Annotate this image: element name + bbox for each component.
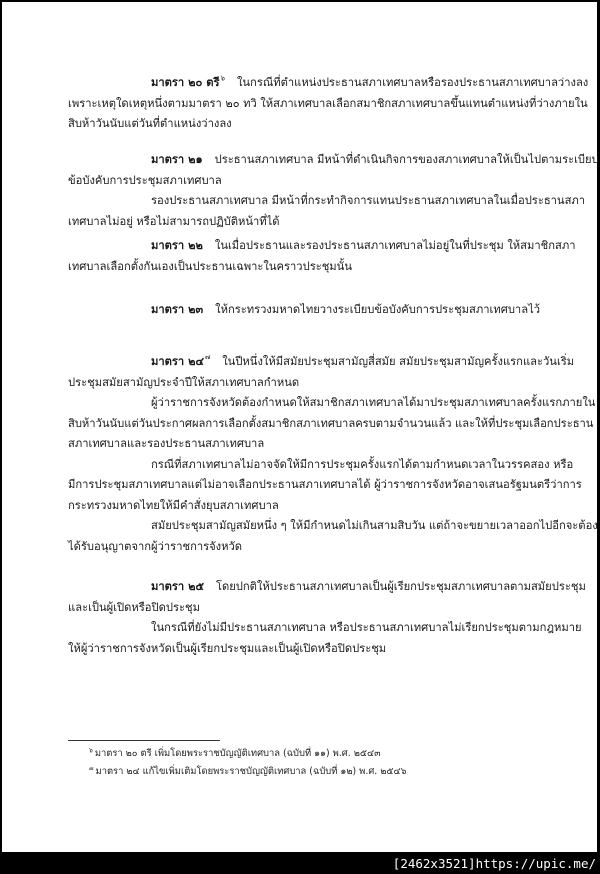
section-21: มาตรา ๒๑ ประธานสภาเทศบาล มีหน้าที่ดำเนินกิจการของสภาเทศบาลให้เป็นไปตามระเบียบ ข้อบังคับการประชุมสภาเทศบาล รองประธานสภาเทศบาล มีหน้าที่กระทำกิจการแทนประธานสภาเทศบาลในเมื่อประธานสภา เทศบาลไม่อยู่ หรือไม่สามารถปฏิบัติหน้าที่ได้ (68, 153, 599, 228)
section-heading: มาตรา ๒๐ ตรี$^๖$ (151, 74, 225, 89)
footnote-7: $^๗$ มาตรา ๒๔ แก้ไขเพิ่มเติมโดยพระราชบัญญัติเทศบาล (ฉบับที่ ๑๒) พ.ศ. ๒๕๔๖ (89, 765, 407, 777)
section-heading: มาตรา ๒๑ (151, 153, 203, 166)
section-heading: มาตรา ๒๔$^๗$ (151, 353, 211, 368)
footnote-marker[interactable]: ๗ (204, 353, 211, 361)
section-22: มาตรา ๒๒ ในเมื่อประธานและรองประธานสภาเทศบาลไม่อยู่ในที่ประชุม ให้สมาชิกสภา เทศบาลเลือกตั้งกันเองเป็นประธานเฉพาะในคราวประชุมนั้น (68, 239, 576, 273)
document-page (2, 2, 597, 852)
section-heading: มาตรา ๒๒ (151, 239, 203, 252)
footnote-divider (68, 740, 220, 741)
footnote-mark: ๗ (89, 765, 94, 772)
section-23: มาตรา ๒๓ ให้กระทรวงมหาดไทยวางระเบียบข้อบังคับการประชุมสภาเทศบาลไว้ (151, 303, 540, 316)
image-host-watermark: [2462x3521]https://upic.me/ (392, 856, 596, 871)
section-24: มาตรา ๒๔$^๗$ ในปีหนึ่งให้มีสมัยประชุมสามัญสี่สมัย สมัยประชุมสามัญครั้งแรกและวันเริ่ม ประชุมสมัยสามัญประจำปีให้สภาเทศบาลกำหนด ผู้ว่าราชการจังหวัดต้องกำหนดให้สมาชิกสภาเทศบาลได้มาประชุมสภาเทศบาลครั้งแรกภายใน สิบห้าวันนับแต่วันประกาศผลการเลือกตั้งสมาชิกสภาเทศบาลครบตามจำนวนแล้ว และให้ที่ประชุมเลือกประธาน สภาเทศบาลและรองประธานสภาเทศบาล กรณีที่สภาเทศบาลไม่อาจจัดให้มีการประชุมครั้งแรกได้ตามกำหนดเวลาในวรรคสอง หรือ มีการประชุมสภาเทศบาลแต่ไม่อาจเลือกประธานสภาเทศบาลได้ ผู้ว่าราชการจังหวัดอาจเสนอรัฐมนตรีว่าการ กระทรวงมหาดไทยให้มีคำสั่งยุบสภาเทศบาล สมัยประชุมสามัญสมัยหนึ่ง ๆ ให้มีกำหนดไม่เกินสามสิบวัน แต่ถ้าจะขยายเวลาออกไปอีกจะต้อง ได้รับอนุญาตจากผู้ว่าราชการจังหวัด (68, 353, 598, 553)
footnote-6: $^๖$ มาตรา ๒๐ ตรี เพิ่มโดยพระราชบัญญัติเทศบาล (ฉบับที่ ๑๑) พ.ศ. ๒๕๔๓ (89, 747, 381, 759)
footnote-mark: ๖ (89, 747, 93, 754)
section-20-ter: มาตรา ๒๐ ตรี$^๖$ ในกรณีที่ตำแหน่งประธานสภาเทศบาลหรือรองประธานสภาเทศบาลว่างลง เพราะเหตุใดเหตุหนึ่งตามมาตรา ๒๐ ทวิ ให้สภาเทศบาลเลือกสมาชิกสภาเทศบาลขึ้นแทนตำแหน่งที่ว่างภายใน สิบห้าวันนับแต่วันที่ตำแหน่งว่างลง (68, 74, 589, 130)
footnote-marker[interactable]: ๖ (220, 74, 225, 82)
section-25: มาตรา ๒๕ โดยปกติให้ประธานสภาเทศบาลเป็นผู้เรียกประชุมสภาเทศบาลตามสมัยประชุม และเป็นผู้เปิดหรือปิดประชุม ในกรณีที่ยังไม่มีประธานสภาเทศบาล หรือประธานสภาเทศบาลไม่เรียกประชุมตามกฎหมาย ให้ผู้ว่าราชการจังหวัดเป็นผู้เรียกประชุมและเป็นผู้เปิดหรือปิดประชุม (68, 580, 586, 655)
section-heading: มาตรา ๒๓ (151, 303, 204, 316)
section-heading: มาตรา ๒๕ (151, 580, 204, 593)
